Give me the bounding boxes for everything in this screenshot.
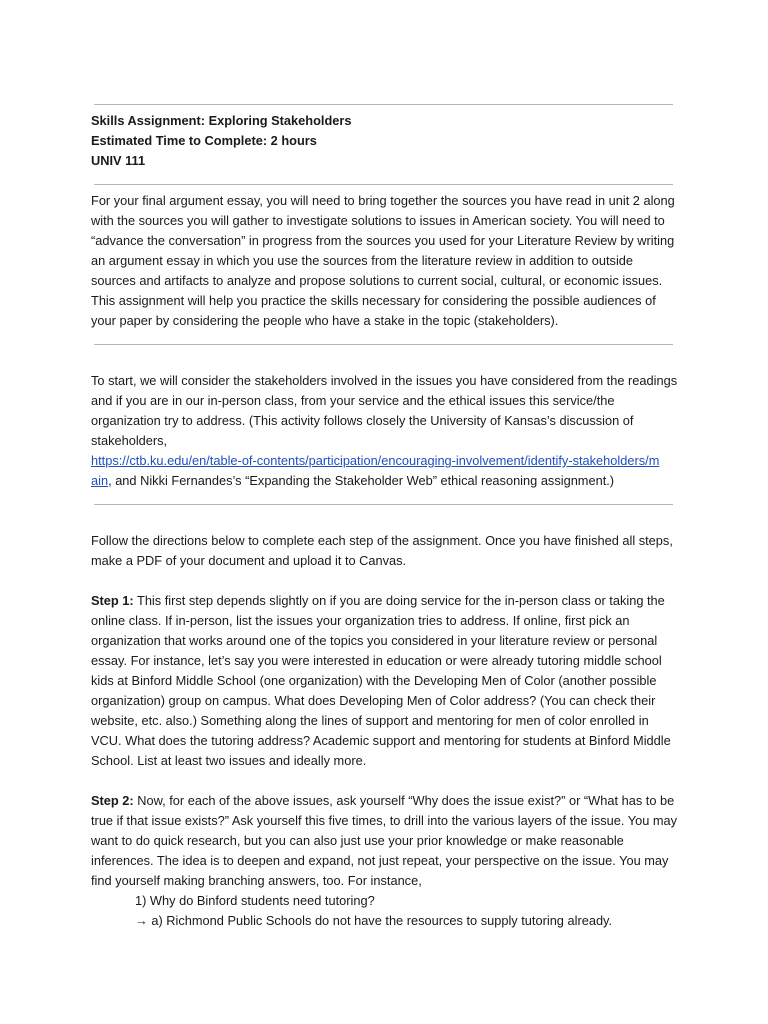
intro-paragraph: For your final argument essay, you will need to bring together the sources you have read in unit 2 along with the sources you will gather to investigate solutions to issues in American society. You will need to “advance the conversation” in progress from the sources you used for your Literature Review by writing an argument essay in which you use the sources from the literature review in addition to outside sources and artifacts to analyze and propose solutions to current social, cultural, or economic issues. This assignment will help you practice the skills necessary for considering the possible audiences of your paper by considering the people who have a stake in the topic (stakeholders). (91, 193, 675, 328)
intro-divider (94, 344, 673, 345)
step2-paragraph (91, 791, 681, 891)
link-text-line1: https://ctb.ku.edu/en/table-of-contents/participation/encouraging-involvement/identify-stakeholders/m (91, 453, 660, 468)
directions-paragraph: Follow the directions below to complete each step of the assignment. Once you have finished all steps, make a PDF of your document and upload it to Canvas. (91, 533, 673, 568)
start-after-link-text: , and Nikki Fernandes’s “Expanding the Stakeholder Web” ethical reasoning assignment.) (108, 473, 615, 488)
start-lead-text: To start, we will consider the stakeholders involved in the issues you have considered from the readings and if you are in our in-person class, from your service and the ethical issues this service/the organization try to address. (This activity follows closely the University of Kansas’s discussion of stakeholders, (91, 373, 678, 448)
estimated-time: Estimated Time to Complete: 2 hours (91, 133, 317, 148)
step1-label: Step 1: (91, 593, 134, 608)
start-divider (94, 504, 673, 505)
step2-list-item-1: 1) Why do Binford students need tutoring? (135, 893, 375, 908)
link-text-line2: ain (91, 473, 109, 488)
assignment-title: Skills Assignment: Exploring Stakeholders (91, 113, 352, 128)
step1-paragraph (91, 591, 681, 771)
start-paragraph (91, 371, 681, 491)
step1-text: This first step depends slightly on if you are doing service for the in-person class or taking the online class. If in-person, list the issues your organization tries to address. If online, first pick an organization that works around one of the topics you considered in your literature review or personal essay. For instance, let’s say you were interested in education or were already tutoring middle school kids at Binford Middle School (one organization) with the Developing Men of Color (another possible organization) group on campus. What does Developing Men of Color address? (You can check their website, etc. also.) Something along the lines of support and mentoring for men of color enrolled in VCU. What does the tutoring address? Academic support and mentoring for students at Binford Middle School. List at least two issues and ideally more. (91, 593, 671, 768)
step2-label: Step 2: (91, 793, 134, 808)
step2-list-item-2: → a) Richmond Public Schools do not have the resources to supply tutoring already. (135, 913, 613, 928)
header-divider (94, 184, 673, 185)
step2-text: Now, for each of the above issues, ask yourself “Why does the issue exist?” or “What has to be true if that issue exists?” Ask yourself this five times, to drill into the various layers of the issue. You may want to do quick research, but you can also just use your prior knowledge or make reasonable inferences. The idea is to deepen and expand, not just repeat, your perspective on the issue. You may find yourself making branching answers, too. For instance, (91, 793, 678, 888)
course-code: UNIV 111 (91, 153, 146, 168)
top-divider (94, 104, 673, 105)
